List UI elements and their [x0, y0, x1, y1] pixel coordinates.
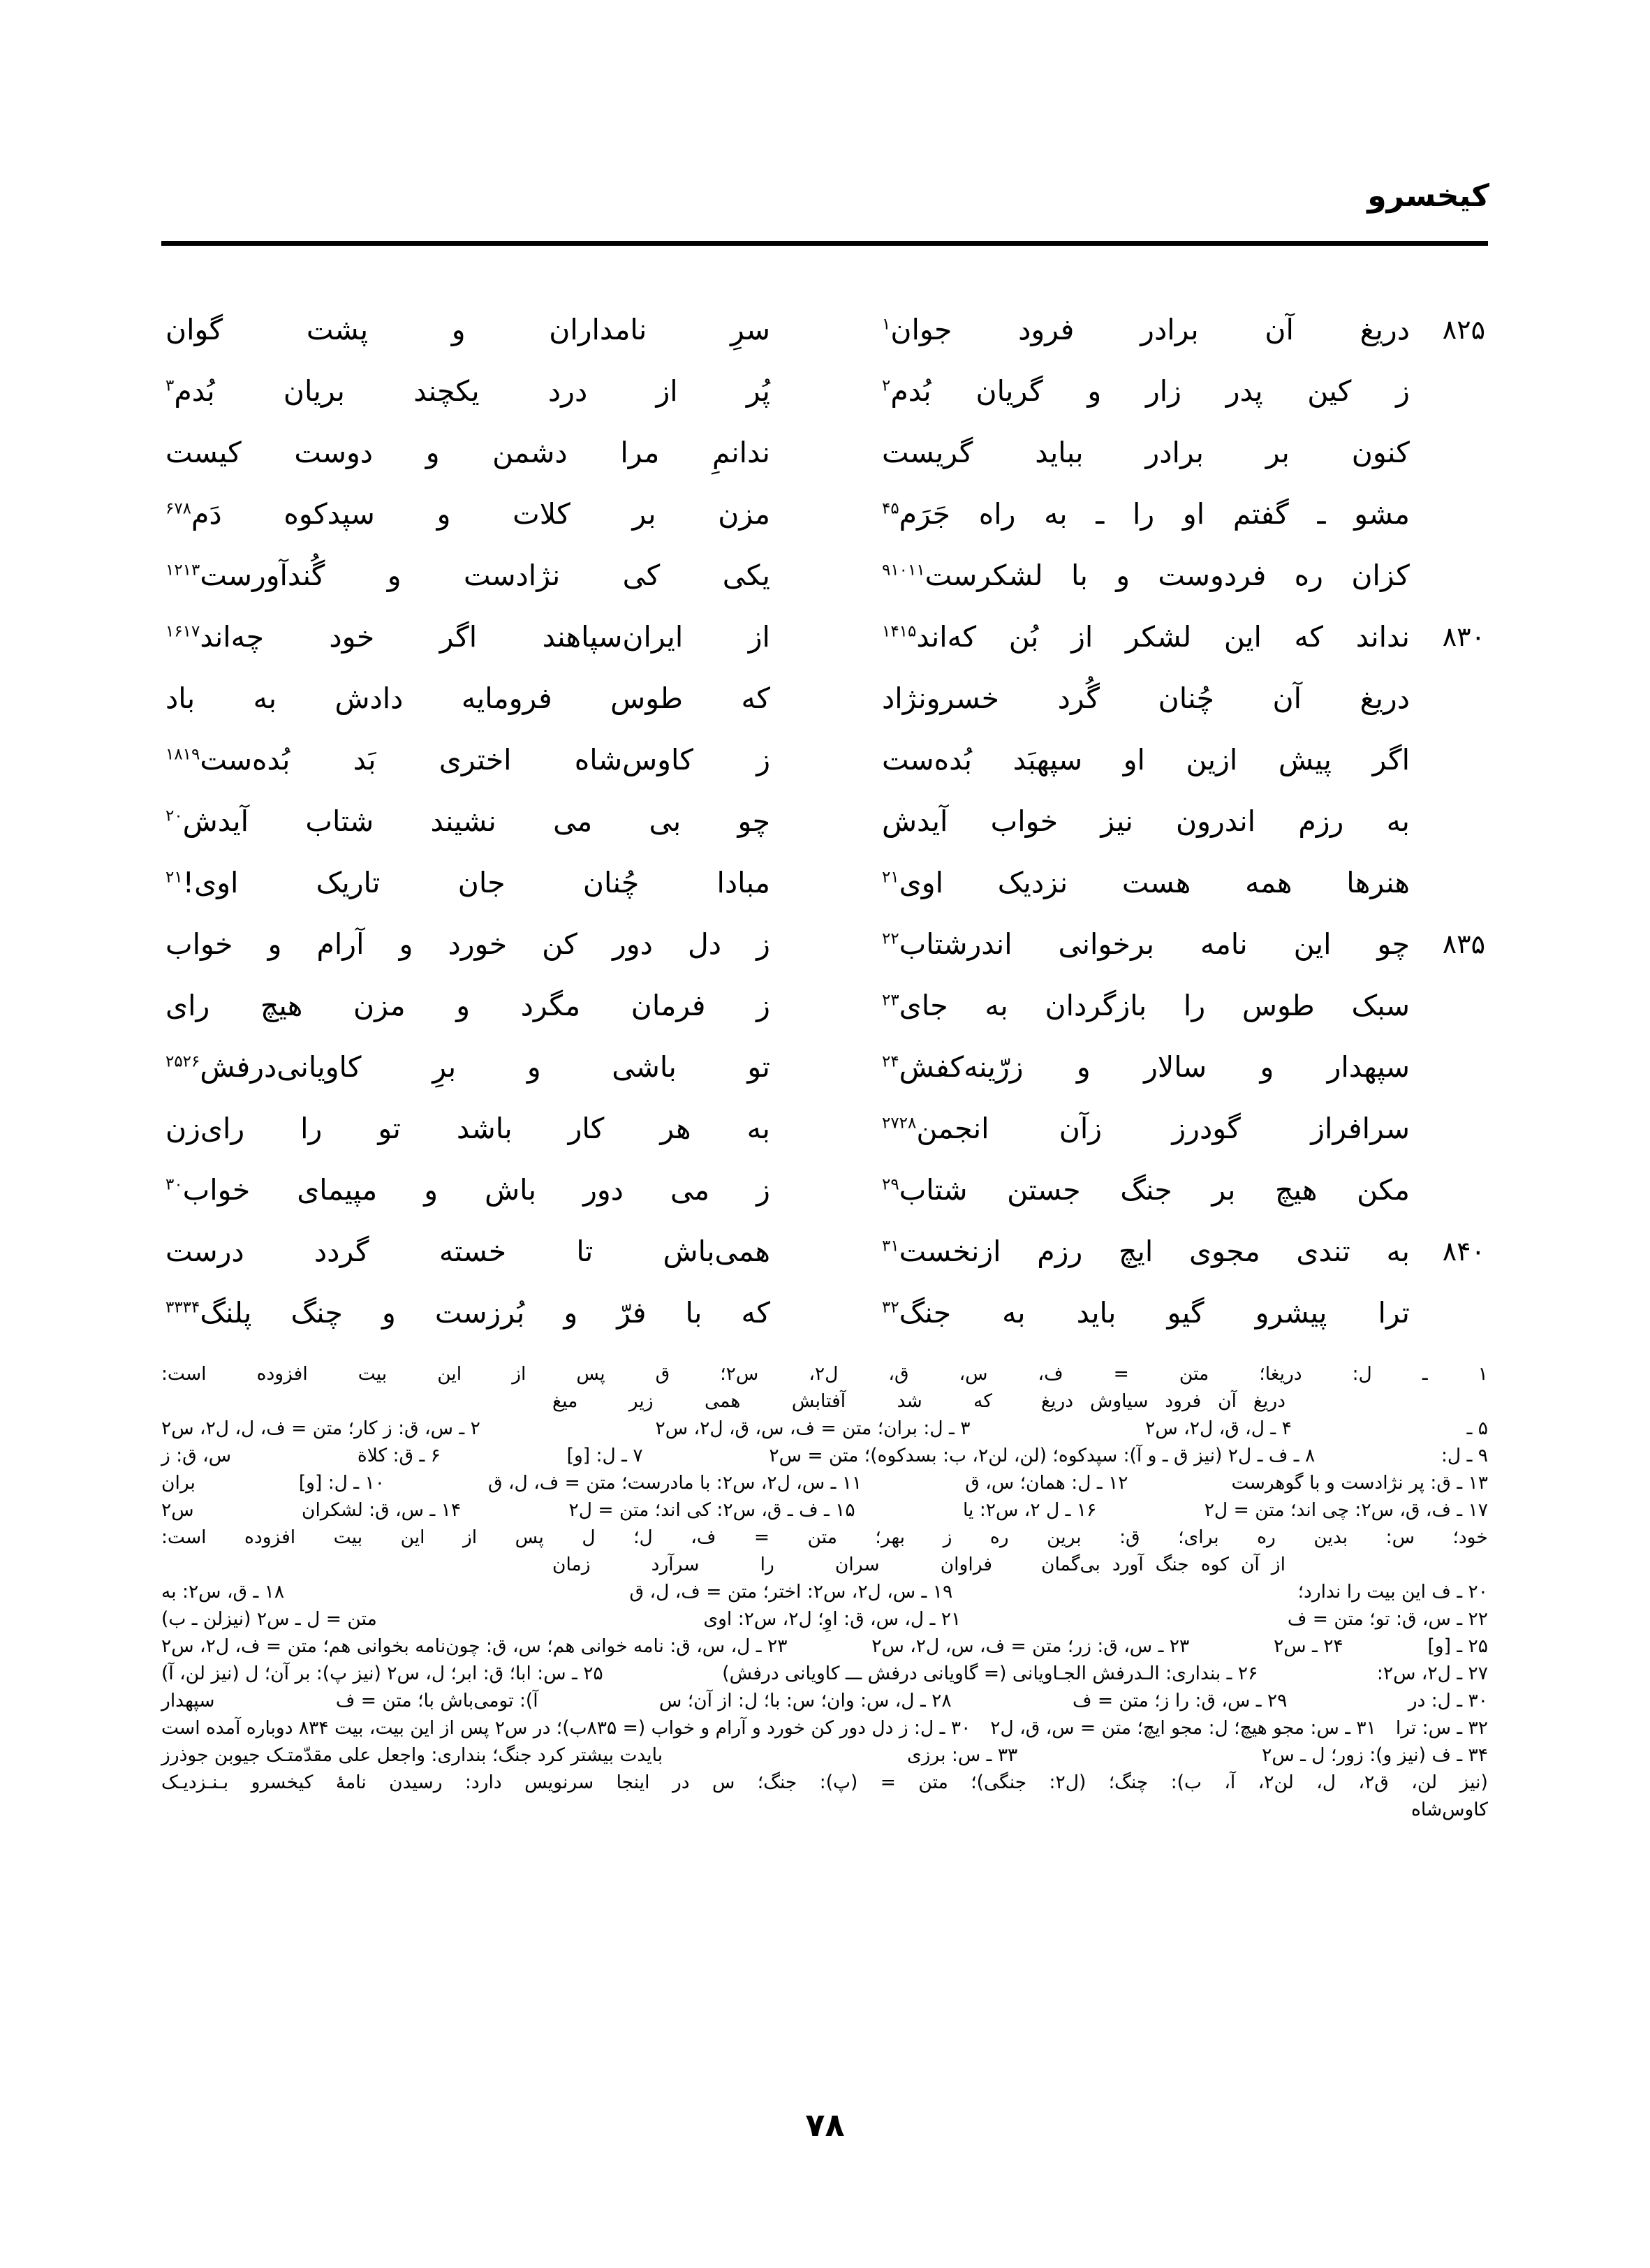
verse-line	[161, 730, 1488, 789]
hemistich-right: ترا پیشرو گیو باید به جنگ$^{۳۲}$	[882, 1296, 1410, 1330]
hemistich-right: سرافراز گودرز زآن انجمن$^{۲۷۲۸}$	[882, 1112, 1410, 1145]
footnote-line	[161, 1714, 1488, 1742]
hemistich-right: مکن هیچ بر جنگ جستن شتاب$^{۲۹}$	[882, 1173, 1410, 1207]
footnote-entry: ۲۴ ـ س۲	[1274, 1635, 1343, 1657]
footnote-marker[interactable]: ۱	[882, 315, 891, 334]
footnote-hemistich-b: که شد آفتابش همی زیر میغ	[552, 1390, 992, 1412]
footnote-entry: ۲۱ ـ ل، س، ق: اوِ؛ ل۲، س۲: اوی	[703, 1608, 962, 1630]
footnote-apparatus	[161, 1360, 1488, 1823]
footnote-entry: ۳۰ ـ ل: ز دل دور کن خورد و آرام و خواب (= ۸۳۵ب)؛ در س۲ پس از این بیت، بیت ۸۳۴ دوباره آمده است	[161, 1717, 971, 1739]
hemistich-left: مزن بر کلات و سپدکوه دَم$^{۶۷۸}$	[165, 497, 770, 531]
hemistich-left: سرِ نامداران و پشت گوان	[165, 313, 770, 346]
footnote-marker[interactable]: ۳۰	[165, 1175, 183, 1194]
verse-number: ۸۳۵	[1442, 929, 1485, 959]
hemistich-right: اگر پیش ازین او سپهبَد بُده‌ست	[882, 743, 1410, 776]
hemistich-left: که با فرّ و بُرزست و چنگ پلنگ$^{۳۳۳۴}$	[165, 1296, 770, 1330]
footnote-entry: ۱۹ ـ س، ل۲، س۲: اختر؛ متن = ف، ل، ق	[629, 1581, 953, 1603]
hemistich-right: سپهدار و سالار و زرّینه‌کفش$^{۲۴}$	[882, 1050, 1410, 1084]
hemistich-right: دریغ آن برادر فرود جوان$^۱$	[882, 313, 1410, 346]
footnote-entry: بران	[161, 1472, 196, 1494]
footnote-line: (نیز لن، ق۲، ل، لن۲، آ، ب): چنگ؛ (ل۲: جنگی)؛ متن = (پ): جنگ؛ س در اینجا سرنویس دارد: رسیدن نامهٔ کیخسرو بـنـزدیـک	[161, 1772, 1488, 1793]
footnote-marker[interactable]: ۲۹	[882, 1175, 899, 1194]
footnote-line	[161, 1687, 1488, 1714]
footnote-marker[interactable]: ۲۱	[882, 868, 899, 887]
hemistich-right: ز کین پدر زار و گریان بُدم$^۲$	[882, 374, 1410, 408]
verse-line	[161, 1283, 1488, 1342]
footnote-entry: متن = ل ـ س۲ (نیزلن ـ ب)	[161, 1608, 377, 1630]
hemistich-left: یکی کی نژادست و گُندآورست$^{۱۲۱۳}$	[165, 559, 770, 592]
verse-line	[161, 915, 1488, 973]
hemistich-left: که طوس فرومایه دادش به باد	[165, 682, 770, 715]
hemistich-right: کزان ره فردوست و با لشکرست$^{۹۱۰۱۱}$	[882, 559, 1410, 592]
hemistich-left: مبادا چُنان جان تاریک اوی!$^{۲۱}$	[165, 866, 770, 899]
footnote-marker[interactable]: ۲۴	[882, 1052, 899, 1071]
footnote-entry: ۲۰ ـ ف این بیت را ندارد؛	[1297, 1581, 1488, 1603]
footnote-entry: ۲۹ ـ س، ق: را ز؛ متن = ف	[1072, 1690, 1288, 1711]
verse-line	[161, 485, 1488, 543]
footnote-entry: ۲۳ ـ ل، س، ق: نامه خوانی هم؛ س، ق: چون‌نامه بخوانی هم؛ متن = ف، ل۲، س۲	[161, 1635, 788, 1657]
footnote-entry: ۳۱ ـ س: مجو هیچ؛ ل: مجو ایچ؛ متن = س، ق، ل۲	[990, 1717, 1376, 1739]
footnote-hemistich-b: فراوان سران را سرآرد زمان	[552, 1554, 992, 1575]
footnote-entry: ۲۸ ـ ل، س: وان؛ س: با؛ ل: از آن؛ س	[658, 1690, 952, 1711]
verse-line	[161, 669, 1488, 728]
footnote-entry: سپهدار	[161, 1690, 215, 1711]
verse-number: ۸۴۰	[1442, 1236, 1485, 1267]
hemistich-right: چو این نامه برخوانی اندرشتاب$^{۲۲}$	[882, 927, 1410, 961]
verse-line	[161, 1161, 1488, 1219]
hemistich-right: مشو ـ گفتم او را ـ به راه جَرَم$^{۴۵}$	[882, 497, 1410, 531]
footnote-entry: ۱۳ ـ ق: پر نژادست و با گوهرست	[1231, 1472, 1488, 1494]
footnote-entry: س، ق: ز	[161, 1445, 232, 1466]
verse-line	[161, 1222, 1488, 1281]
footnote-line	[161, 1605, 1488, 1633]
verse-line	[161, 423, 1488, 482]
footnote-entry: ۱۱ ـ س، ل۲، س۲: با مادرست؛ متن = ف، ل، ق	[488, 1472, 862, 1494]
hemistich-left: ز فرمان مگرد و مزن هیچ رای	[165, 989, 770, 1022]
footnote-marker[interactable]: ۳۲	[882, 1298, 899, 1317]
footnote-entry: ۳۳ ـ س: برزی	[906, 1744, 1018, 1766]
hemistich-left: ندانمِ مرا دشمن و دوست کیست	[165, 436, 770, 469]
footnote-marker[interactable]: ۹۱۰۱۱	[882, 561, 925, 580]
hemistich-left: چو بی می نشیند شتاب آیدش$^{۲۰}$	[165, 804, 770, 838]
footnote-marker[interactable]: ۱۲۱۳	[165, 561, 200, 580]
footnote-entry: ۴ ـ ل، ق، ل۲، س۲	[1145, 1418, 1292, 1439]
footnote-marker[interactable]: ۱۸۱۹	[165, 745, 200, 764]
verse-number: ۸۳۰	[1442, 621, 1485, 652]
footnote-marker[interactable]: ۲۲	[882, 929, 899, 948]
verse-line	[161, 976, 1488, 1035]
hemistich-right: سبک طوس را بازگردان به جای$^{۲۳}$	[882, 989, 1410, 1022]
footnote-marker[interactable]: ۶۷۸	[165, 499, 191, 518]
footnote-entry: ۲ ـ س، ق: ز کار؛ متن = ف، ل، ل۲، س۲	[161, 1418, 480, 1439]
footnote-line	[161, 1578, 1488, 1605]
footnote-entry: ۱۲ ـ ل: همان؛ س، ق	[965, 1472, 1128, 1494]
verse-line	[161, 608, 1488, 666]
verse-line	[161, 362, 1488, 420]
footnote-line: خود؛ س: بدین ره برای؛ ق: برین ره ز بهر؛ متن = ف، ل؛ ل پس از این بیت افزوده است:	[161, 1526, 1488, 1548]
footnote-entry: ۲۲ ـ س، ق: تو؛ متن = ف	[1287, 1608, 1488, 1630]
hemistich-right: هنرها همه هست نزدیک اوی$^{۲۱}$	[882, 866, 1410, 899]
hemistich-right: به رزم اندرون نیز خواب آیدش	[882, 804, 1410, 838]
footnote-hemistich-a: از آن کوه جنگ آورد بی‌گمان	[1041, 1554, 1286, 1575]
verse-line	[161, 792, 1488, 850]
verse-line	[161, 546, 1488, 605]
footnote-verse	[161, 1387, 1488, 1415]
hemistich-left: به هر کار باشد تو را رای‌زن	[165, 1112, 770, 1145]
page-header	[161, 178, 1489, 214]
footnote-marker[interactable]: ۳	[165, 376, 175, 395]
footnote-entry: ۳۰ ـ ل: در	[1408, 1690, 1488, 1711]
footnote-entry: بایدت بیشتر کرد جنگ؛ بنداری: واجعل علی مقدّمتـک جیوبن جوذرز	[161, 1744, 663, 1766]
verse-block	[161, 300, 1488, 1345]
footnote-entry: ۱۸ ـ ق، س۲: به	[161, 1581, 285, 1603]
footnote-marker[interactable]: ۲۷۲۸	[882, 1114, 917, 1133]
hemistich-left: ز دل دور کن خورد و آرام و خواب	[165, 927, 770, 961]
footnote-verse	[161, 1551, 1488, 1578]
hemistich-left: از ایران‌سپاهند اگر خود چه‌اند$^{۱۶۱۷}$	[165, 620, 770, 654]
footnote-line	[161, 1633, 1488, 1660]
footnote-entry: ۶ ـ ق: کلاة	[357, 1445, 441, 1466]
hemistich-left: همی‌باش تا خسته گردد درست	[165, 1235, 770, 1268]
footnote-entry: ۱۶ ـ ل ۲، س۲: یا	[962, 1499, 1097, 1521]
footnote-entry: ۳۲ ـ س: ترا	[1395, 1717, 1488, 1739]
footnote-marker[interactable]: ۱۶۱۷	[165, 622, 200, 641]
hemistich-right: نداند که این لشکر از بُن که‌اند$^{۱۴۱۵}$	[882, 620, 1410, 654]
footnote-entry: ۱۰ ـ ل: [و]	[298, 1472, 385, 1494]
footnote-marker[interactable]: ۳۱	[882, 1237, 899, 1256]
footnote-line	[161, 1660, 1488, 1687]
hemistich-left: پُر از درد یکچند بریان بُدم$^۳$	[165, 374, 770, 408]
footnote-entry: ۲۵ ـ س: ابا؛ ق: ابر؛ ل، س۲ (نیز پ): بر آن؛ ل (نیز لن، آ)	[161, 1663, 603, 1684]
footnote-marker[interactable]: ۲	[882, 376, 891, 395]
footnote-marker[interactable]: ۴۵	[882, 499, 899, 518]
header-rule	[161, 241, 1488, 246]
footnote-entry: ۸ ـ ف ـ ل۲ (نیز ق ـ و آ): سپدکوه؛ (لن، لن۲، ب: بسدکوه)؛ متن = س۲	[769, 1445, 1316, 1466]
footnote-entry: ۱۷ ـ ف، ق، س۲: چی اند؛ متن = ل۲	[1204, 1499, 1488, 1521]
footnote-entry: ۱۵ ـ ف ـ ق، س۲: کی اند؛ متن = ل۲	[568, 1499, 855, 1521]
footnote-entry: ۳ ـ ل: بران؛ متن = ف، س، ق، ل۲، س۲	[655, 1418, 971, 1439]
hemistich-left: تو باشی و برِ کاویانی‌درفش$^{۲۵۲۶}$	[165, 1050, 770, 1084]
footnote-entry: ۲۳ ـ س، ق: زر؛ متن = ف، س، ل۲، س۲	[871, 1635, 1190, 1657]
footnote-marker[interactable]: ۲۰	[165, 807, 183, 825]
footnote-marker[interactable]: ۲۵۲۶	[165, 1052, 200, 1071]
verse-line	[161, 853, 1488, 912]
running-head-title: کیخسرو	[1367, 178, 1489, 214]
footnote-marker[interactable]: ۳۳۳۴	[165, 1298, 200, 1317]
footnote-entry: ۲۷ ـ ل۲، س۲:	[1376, 1663, 1488, 1684]
footnote-entry: س۲	[161, 1499, 194, 1521]
footnote-marker[interactable]: ۲۱	[165, 868, 183, 887]
footnote-line	[161, 1442, 1488, 1469]
footnote-line	[161, 1415, 1488, 1442]
footnote-entry: ۱۴ ـ س، ق: لشکران	[301, 1499, 462, 1521]
footnote-line	[161, 1496, 1488, 1524]
hemistich-right: کنون بر برادر بباید گریست	[882, 436, 1410, 469]
hemistich-left: ز کاوس‌شاه اختری بَد بُده‌ست$^{۱۸۱۹}$	[165, 743, 770, 776]
footnote-entry: ۹ ـ ل:	[1441, 1445, 1488, 1466]
footnote-entry: ۲۵ ـ [و]	[1427, 1635, 1488, 1657]
footnote-hemistich-a: دریغ آن فرود سیاوش دریغ	[1041, 1390, 1286, 1412]
verse-number: ۸۲۵	[1442, 314, 1485, 345]
hemistich-right: دریغ آن چُنان گُرد خسرونژاد	[882, 682, 1410, 715]
verse-line	[161, 300, 1488, 359]
footnote-line	[161, 1742, 1488, 1769]
footnote-line: ۱ ـ ل: دریغا؛ متن = ف، س، ق، ل۲، س۲؛ ق پس از این بیت افزوده است:	[161, 1363, 1488, 1385]
footnote-entry: ۷ ـ ل: [و]	[566, 1445, 643, 1466]
footnote-line: کاوس‌شاه	[1411, 1799, 1488, 1820]
footnote-line	[161, 1469, 1488, 1496]
hemistich-left: ز می دور باش و مپیمای خواب$^{۳۰}$	[165, 1173, 770, 1207]
footnote-marker[interactable]: ۲۳	[882, 991, 899, 1010]
verse-line	[161, 1038, 1488, 1096]
verse-line	[161, 1099, 1488, 1158]
hemistich-right: به تندی مجوی ایچ رزم ازنخست$^{۳۱}$	[882, 1235, 1410, 1268]
footnote-entry: آ): تومی‌باش با؛ متن = ف	[335, 1690, 538, 1711]
footnote-entry: ۳۴ ـ ف (نیز و): زور؛ ل ـ س۲	[1262, 1744, 1488, 1766]
footnote-marker[interactable]: ۱۴۱۵	[882, 622, 917, 641]
page-number: ۷۸	[805, 2106, 845, 2144]
footnote-entry: ۵ ـ	[1466, 1418, 1488, 1439]
footnote-entry: ۲۶ ـ بنداری: الـدرفش الجـاویانی (= گاویانی درفش ـــ کاویانی درفش)	[722, 1663, 1258, 1684]
